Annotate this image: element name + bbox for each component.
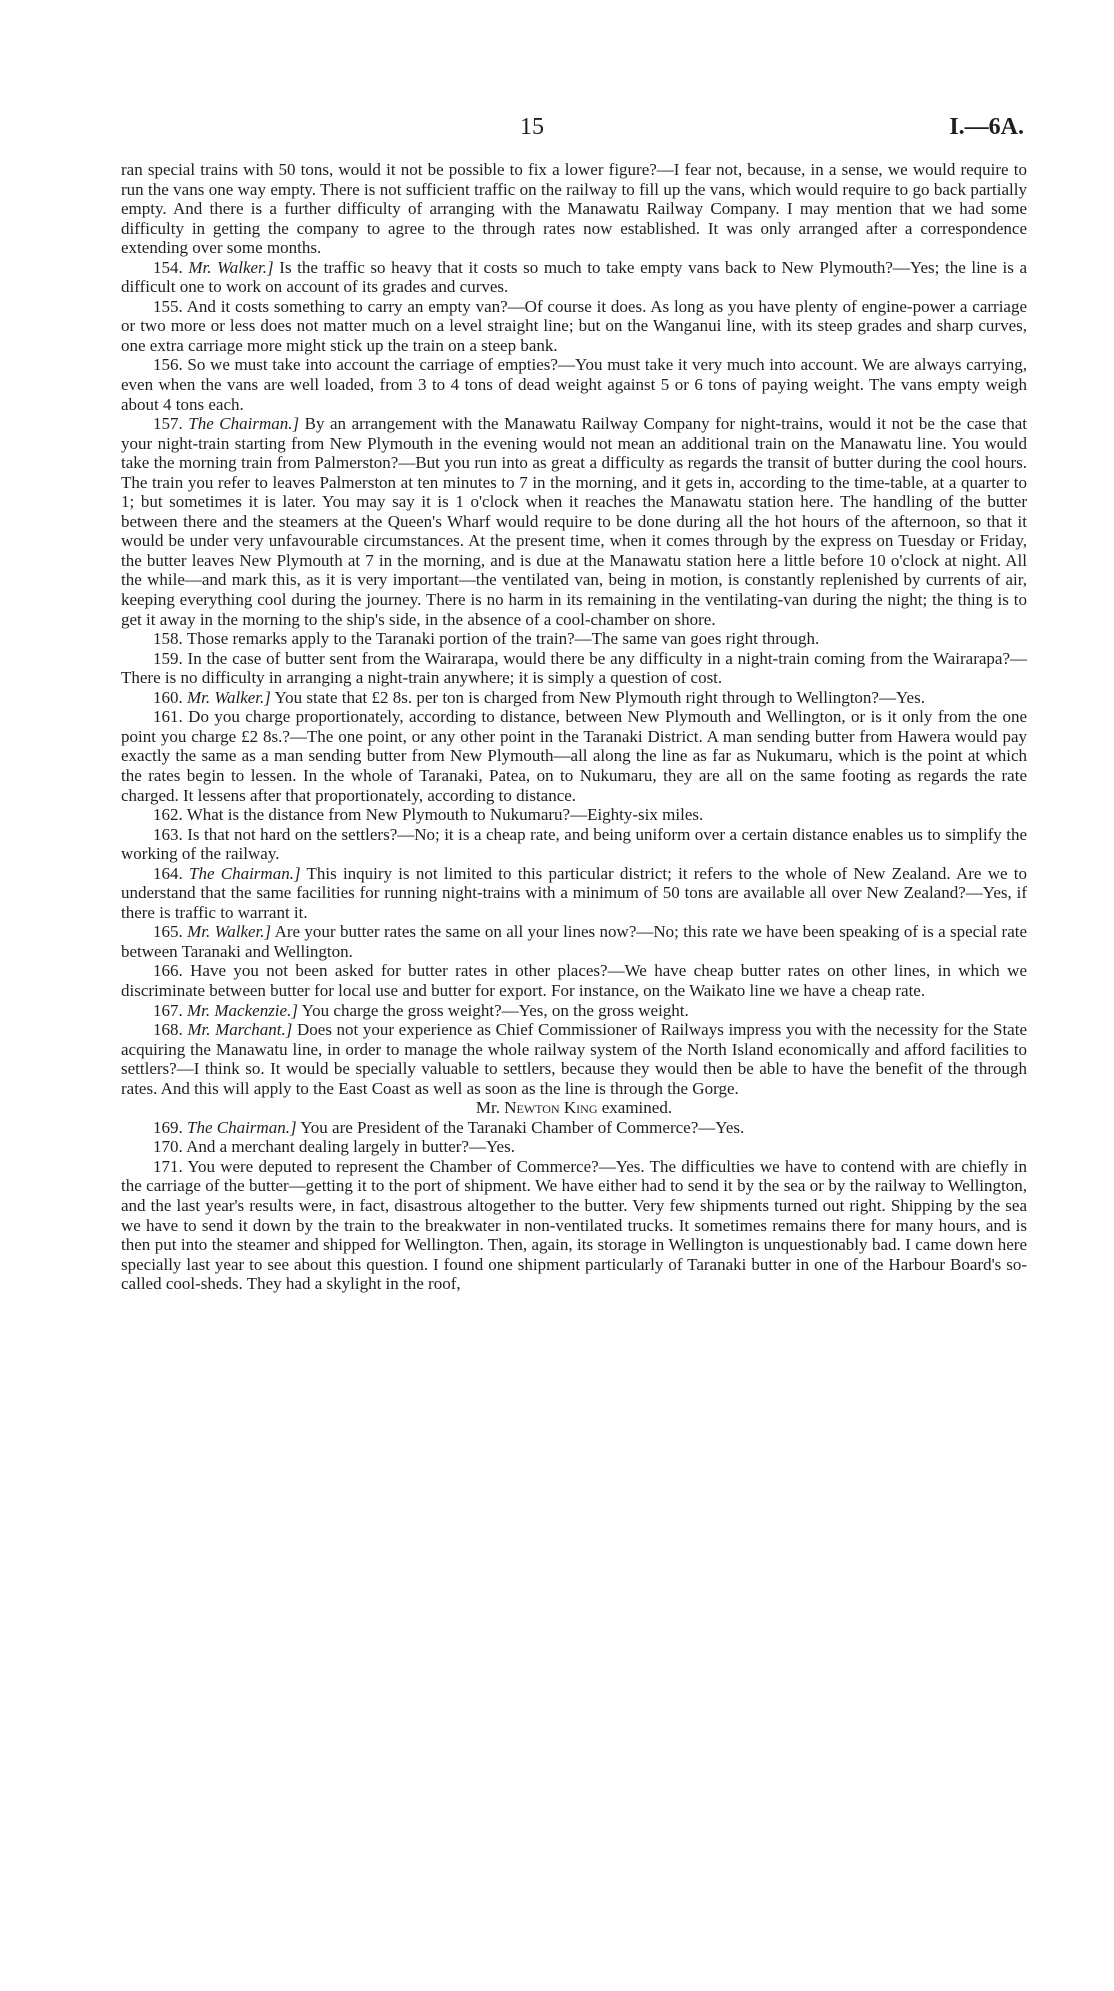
evidence-paragraphs-continued <box>121 1118 1027 1294</box>
question-paragraph <box>121 805 1027 825</box>
question-paragraph <box>121 688 1027 708</box>
question-number: 166. <box>153 961 183 981</box>
question-number: 167. <box>153 1000 183 1020</box>
question-number: 165. <box>153 922 183 942</box>
paragraph-text: ran special trains with 50 tons, would it not be possible to fix a lower figure?—I fear not, because, in a sense, we would require to run the vans one way empty. There is not sufficient traffic on the railway to fill up the vans, which would require to go back partially empty. And there is a further difficulty of arranging with the Manawatu Railway Company. I may mention that we had some difficulty in getting the company to agree to the through rates now established. It was only arranged after a correspondence extending over some months. <box>121 160 1027 258</box>
question-paragraph <box>121 160 1027 258</box>
speaker-name: Mr. Walker.] <box>187 922 272 942</box>
question-paragraph <box>121 825 1027 864</box>
question-number: 155. <box>153 296 183 316</box>
evidence-paragraphs <box>121 160 1027 1098</box>
question-paragraph <box>121 1157 1027 1294</box>
paragraph-text: In the case of butter sent from the Wairarapa, would there be any difficulty in a night-train coming from the Wairarapa?—There is no difficulty in arranging a night-train anywhere; it is simply a question of cost. <box>121 648 1027 688</box>
paragraph-text: By an arrangement with the Manawatu Railway Company for night-trains, would it not be the case that your night-train starting from New Plymouth in the evening would not mean an additional train on the Manawatu line. You would take the morning train from Palmerston?—But you run into as great a difficulty as regards the transit of butter during the cool hours. The train you refer to leaves Palmerston at ten minutes to 7 in the morning, and it gets in, according to the time-table, at a quarter to 1; but sometimes it is later. You may say it is 1 o'clock when it reaches the Manawatu station here. The handling of the butter between there and the steamers at the Queen's Wharf would require to be done during all the hot hours of the afternoon, so that it would be under very unfavourable circumstances. At the present time, when it comes through by the express on Tuesday or Friday, the butter leaves New Plymouth at 7 in the morning, and is due at the Manawatu station here a little before 10 o'clock at night. All the while—and mark this, as it is very important—the ventilated van, being in motion, is constantly replenished by currents of air, keeping everything cool during the journey. There is no harm in its remaining in the ventilating-van during the night; the thing is to get it away in the morning to the ship's side, in the absence of a cool-chamber on shore. <box>121 414 1028 629</box>
witness-name: Newton King <box>504 1098 598 1118</box>
speaker-name: The Chairman.] <box>187 1117 297 1137</box>
question-paragraph <box>121 297 1027 356</box>
question-number: 169. <box>153 1117 183 1137</box>
question-number: 163. <box>153 824 183 844</box>
paragraph-text: Is that not hard on the settlers?—No; it is a cheap rate, and being uniform over a certain distance enables us to simplify the working of the railway. <box>121 824 1028 864</box>
question-paragraph <box>121 355 1027 414</box>
paragraph-text: What is the distance from New Plymouth to Nukumaru?—Eighty-six miles. <box>186 805 704 825</box>
question-paragraph <box>121 707 1027 805</box>
body-text <box>121 160 1027 1294</box>
speaker-name: Mr. Mackenzie.] <box>187 1000 298 1020</box>
question-number: 161. <box>153 707 183 727</box>
page-number: 15 <box>520 114 544 140</box>
paragraph-text: You state that £2 8s. per ton is charged from New Plymouth right through to Wellington?—Yes. <box>274 687 925 707</box>
speaker-name: The Chairman.] <box>188 414 300 434</box>
question-number: 164. <box>153 863 183 883</box>
question-paragraph <box>121 1118 1027 1138</box>
paragraph-text: You are President of the Taranaki Chamber of Commerce?—Yes. <box>300 1117 745 1137</box>
paragraph-text: Are your butter rates the same on all your lines now?—No; this rate we have been speaking of is a special rate between Taranaki and Wellington. <box>121 922 1028 961</box>
witness-heading <box>121 1098 1027 1118</box>
paragraph-text: This inquiry is not limited to this particular district; it refers to the whole of New Zealand. Are we to understand that the same facilities for running night-trains with a minimum of 50 tons are available all over New Zealand?—Yes, if there is traffic to warrant it. <box>121 863 1027 922</box>
witness-suffix: examined. <box>601 1098 673 1118</box>
question-number: 156. <box>153 355 183 375</box>
document-reference: I.—6A. <box>949 114 1024 140</box>
question-paragraph <box>121 649 1027 688</box>
paragraph-text: You charge the gross weight?—Yes, on the gross weight. <box>301 1000 689 1020</box>
paragraph-text: Have you not been asked for butter rates in other places?—We have cheap butter rates on other lines, in which we discriminate between butter for local use and butter for export. For instance, on the Waikato line we have a cheap rate. <box>121 961 1027 1000</box>
paragraph-text: And a merchant dealing largely in butter?—Yes. <box>186 1137 515 1157</box>
question-number: 154. <box>153 257 183 277</box>
question-number: 171. <box>153 1156 183 1176</box>
question-number: 162. <box>153 805 183 825</box>
speaker-name: The Chairman.] <box>189 863 301 883</box>
question-number: 159. <box>153 648 183 668</box>
question-paragraph <box>121 864 1027 923</box>
speaker-name: Mr. Walker.] <box>187 687 271 707</box>
question-paragraph <box>121 1001 1027 1021</box>
question-number: 158. <box>153 629 183 649</box>
question-paragraph <box>121 961 1027 1000</box>
question-paragraph <box>121 629 1027 649</box>
question-number: 168. <box>153 1020 183 1040</box>
question-number: 160. <box>153 687 183 707</box>
question-paragraph <box>121 414 1027 629</box>
question-number: 157. <box>153 414 183 434</box>
question-paragraph <box>121 258 1027 297</box>
paragraph-text: Those remarks apply to the Taranaki portion of the train?—The same van goes right through. <box>186 629 820 649</box>
speaker-name: Mr. Walker.] <box>188 257 274 277</box>
paragraph-text: Does not your experience as Chief Commissioner of Railways impress you with the necessity for the State acquiring the Manawatu line, in order to manage the whole railway system of the North Island economically and afford facilities to settlers?—I think so. It would be specially valuable to settlers, because they would then be able to have the benefit of the through rates. And this will apply to the East Coast as well as soon as the line is through the Gorge. <box>121 1020 1027 1098</box>
question-paragraph <box>121 1137 1027 1157</box>
paragraph-text: And it costs something to carry an empty van?—Of course it does. As long as you have plenty of engine-power a carriage or two more or less does not matter much on a level straight line; but on the Wanganui line, with its steep grades and sharp curves, one extra carriage more might stick up the train on a steep bank. <box>121 296 1028 355</box>
question-paragraph <box>121 922 1027 961</box>
speaker-name: Mr. Marchant.] <box>187 1020 293 1040</box>
question-paragraph <box>121 1020 1027 1098</box>
question-number: 170. <box>153 1137 183 1157</box>
paragraph-text: Is the traffic so heavy that it costs so much to take empty vans back to New Plymouth?—Yes; the line is a difficult one to work on account of its grades and curves. <box>121 257 1028 297</box>
paragraph-text: So we must take into account the carriage of empties?—You must take it very much into account. We are always carrying, even when the vans are well loaded, from 3 to 4 tons of dead weight against 5 or 6 tons of paying weight. The vans empty weigh about 4 tons each. <box>121 355 1028 414</box>
witness-prefix: Mr. <box>475 1098 500 1118</box>
paragraph-text: Do you charge proportionately, according to distance, between New Plymouth and Wellington, or is it only from the one point you charge £2 8s.?—The one point, or any other point in the Taranaki District. A man sending butter from Hawera would pay exactly the same as a man sending butter from New Plymouth—all along the line as far as Nukumaru, which is the point at which the rates begin to lessen. In the whole of Taranaki, Patea, on to Nukumaru, they are all on the same footing as regards the rate charged. It lessens after that proportionately, according to distance. <box>121 707 1027 805</box>
paragraph-text: You were deputed to represent the Chamber of Commerce?—Yes. The difficulties we have to contend with are chiefly in the carriage of the butter—getting it to the port of shipment. We have either had to send it by the sea or by the railway to Wellington, and the last year's results were, in fact, disastrous altogether to the butter. Very few shipments turned out right. Shipping by the sea we have to send it down by the train to the breakwater in non-ventilated trucks. It sometimes remains there for many hours, and is then put into the steamer and shipped for Wellington. Then, again, its storage in Wellington is unquestionably bad. I came down here specially last year to see about this question. I found one shipment particularly of Taranaki butter in one of the Harbour Board's so-called cool-sheds. They had a skylight in the roof, <box>121 1156 1027 1294</box>
